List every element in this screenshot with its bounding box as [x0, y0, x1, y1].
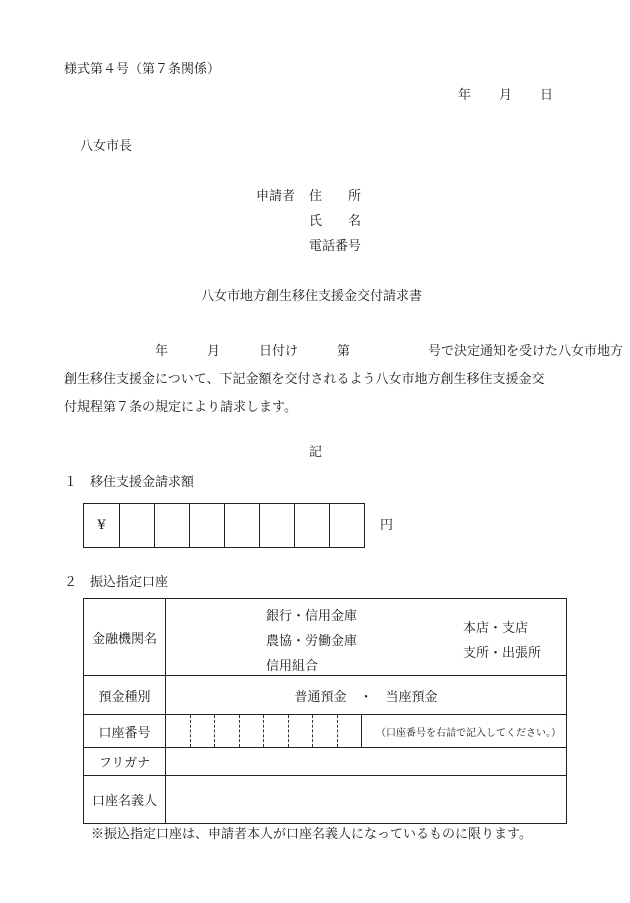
deposit-options: 普通預金 ・ 当座預金	[294, 689, 438, 705]
document-title: 八女市地方創生移住支援金交付請求書	[201, 289, 423, 304]
amount-digit-cell[interactable]	[154, 504, 189, 547]
yen-unit: 円	[380, 518, 394, 533]
branch-type-option: 支所・出張所	[463, 646, 542, 661]
account-digit-cell[interactable]	[313, 715, 338, 747]
bank-label: 金融機関名	[91, 631, 157, 647]
applicant-label: 申請者	[256, 189, 296, 204]
amount-digit-cell[interactable]	[259, 504, 294, 547]
bank-type-options	[266, 604, 357, 679]
form-number: 様式第４号（第７条関係）	[64, 62, 221, 77]
section1-heading: １ 移住支援金請求額	[64, 475, 195, 490]
account-digit-cell[interactable]	[215, 715, 240, 747]
body-paragraph	[64, 338, 624, 422]
account-digit-cell[interactable]	[166, 715, 191, 747]
body-line-2: 創生移住支援金について、下記金額を交付されるよう八女市地方創生移住支援金交	[64, 372, 545, 387]
ki-heading: 記	[309, 445, 323, 460]
account-digit-cell[interactable]	[289, 715, 314, 747]
account-number-cell	[166, 715, 567, 748]
body-line-1: 年 月 日付け 第 号で決定通知を受けた八女市地方	[64, 344, 624, 359]
bank-name-cell[interactable]	[166, 599, 567, 676]
applicant-phone-label: 電話番号	[309, 239, 362, 254]
account-digit-cell[interactable]	[240, 715, 265, 747]
yen-symbol: ¥	[97, 518, 106, 533]
amount-digit-cell[interactable]	[189, 504, 224, 547]
holder-input-cell[interactable]	[166, 776, 567, 824]
date-day-label: 日	[540, 88, 554, 103]
account-footnote: ※振込指定口座は、申請者本人が口座名義人になっているものに限ります。	[91, 827, 532, 842]
holder-label-cell	[84, 776, 166, 824]
amount-box	[83, 503, 365, 548]
account-number-digits	[166, 715, 566, 747]
date-year-label: 年	[458, 88, 472, 103]
date-month-label: 月	[499, 88, 513, 103]
amount-digit-cell[interactable]	[329, 504, 364, 547]
account-digit-cell[interactable]	[264, 715, 289, 747]
furigana-input-cell[interactable]	[166, 748, 567, 776]
body-line-3: 付規程第７条の規定により請求します。	[64, 400, 297, 415]
addressee: 八女市長	[80, 139, 133, 154]
bank-type-option: 信用組合	[266, 659, 319, 674]
applicant-address-label: 住 所	[309, 189, 362, 204]
deposit-label: 預金種別	[98, 689, 151, 705]
furigana-label: フリガナ	[98, 756, 151, 771]
bank-account-table	[83, 598, 567, 824]
branch-type-options	[463, 616, 541, 666]
yen-symbol-cell	[84, 504, 119, 547]
deposit-type-cell[interactable]	[166, 676, 567, 715]
amount-digit-cell[interactable]	[119, 504, 154, 547]
branch-type-option: 本店・支店	[463, 621, 529, 636]
amount-digit-cell[interactable]	[294, 504, 329, 547]
account-label: 口座番号	[98, 725, 151, 741]
account-label-cell	[84, 715, 166, 748]
applicant-name-label: 氏 名	[309, 214, 362, 229]
account-digit-cell[interactable]	[338, 715, 363, 747]
account-digit-cell[interactable]	[191, 715, 216, 747]
account-note: （口座番号を右詰で記入してください。）	[376, 727, 561, 739]
deposit-label-cell	[84, 676, 166, 715]
holder-label: 口座名義人	[91, 794, 157, 809]
amount-digit-cell[interactable]	[224, 504, 259, 547]
bank-type-option: 農協・労働金庫	[266, 634, 358, 649]
furigana-label-cell	[84, 748, 166, 776]
bank-label-cell	[84, 599, 166, 676]
bank-type-option: 銀行・信用金庫	[266, 609, 358, 624]
section2-heading: ２ 振込指定口座	[64, 575, 169, 590]
